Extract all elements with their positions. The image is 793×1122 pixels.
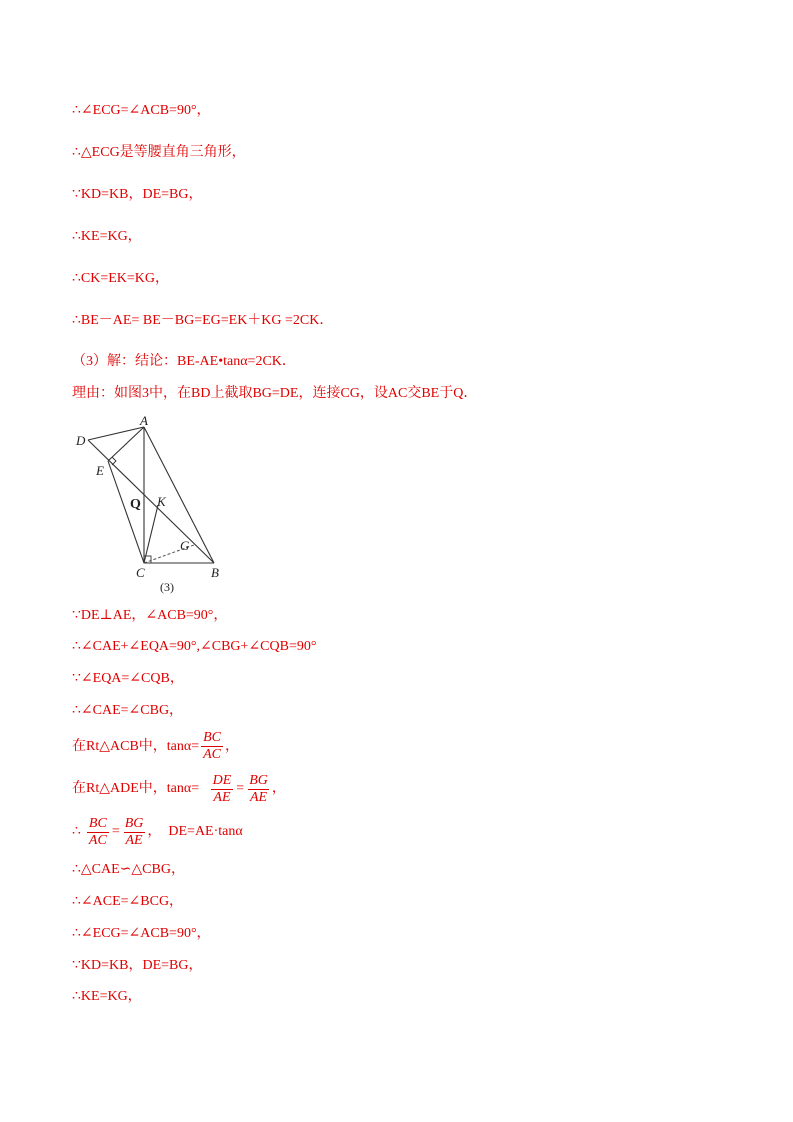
fraction-numerator: DE	[212, 772, 232, 788]
label-Q: Q	[130, 497, 141, 512]
figure-svg	[68, 413, 228, 598]
fraction-numerator: BC	[88, 815, 107, 831]
proof-line-7: （3）解：结论：BE-AE•tanα=2CK．	[72, 354, 296, 369]
equals-sign: =	[236, 781, 245, 796]
proof-line-19: ∵KD=KB，DE=BG，	[72, 958, 203, 973]
equals-sign: =	[111, 824, 120, 839]
fraction-numerator: BC	[203, 730, 222, 746]
proof-line-2: ∴△ECG是等腰直角三角形，	[72, 145, 246, 160]
fraction-bc-ac	[201, 730, 223, 763]
proof-line-15	[72, 815, 243, 849]
line15-prefix: ∴	[72, 824, 81, 840]
fraction-de-ae	[211, 773, 234, 806]
segment-DB	[88, 440, 214, 563]
proof-line-9: ∵DE⊥AE，∠ACB=90°，	[72, 608, 228, 623]
label-D: D	[76, 433, 86, 448]
fraction-bg-ae-2	[123, 816, 146, 849]
proof-line-8: 理由：如图3中，在BD上截取BG=DE，连接CG，设AC交BE于Q．	[72, 386, 478, 401]
fraction-bc-ac-2	[87, 816, 109, 849]
segment-EC	[108, 461, 144, 563]
fraction-numerator: BG	[249, 772, 268, 788]
segment-CK	[144, 505, 158, 563]
proof-line-4: ∴KE=KG，	[72, 229, 142, 244]
segment-AB	[144, 427, 214, 563]
label-E: E	[96, 463, 104, 478]
proof-line-18: ∴∠ECG=∠ACB=90°，	[72, 926, 211, 941]
proof-line-3: ∵KD=KB，DE=BG，	[72, 187, 203, 202]
label-A: A	[140, 413, 148, 428]
proof-line-20: ∴KE=KG，	[72, 989, 142, 1004]
segment-AE	[108, 427, 144, 461]
proof-line-5: ∴CK=EK=KG，	[72, 271, 170, 286]
proof-line-13	[72, 730, 239, 764]
figure-caption: (3)	[160, 580, 174, 594]
proof-line-11: ∵∠EQA=∠CQB，	[72, 671, 184, 686]
label-C: C	[136, 565, 145, 580]
label-G: G	[180, 538, 190, 553]
line14-suffix: ，	[271, 781, 286, 797]
line15-suffix: ， DE=AE·tanα	[147, 824, 243, 840]
proof-line-16: ∴△CAE∽△CBG，	[72, 862, 185, 877]
line13-prefix: 在Rt△ACB中，tanα=	[72, 739, 200, 754]
fraction-numerator: BG	[124, 815, 144, 831]
label-K: K	[157, 494, 166, 509]
label-B: B	[211, 565, 219, 580]
fraction-bg-ae	[247, 773, 270, 806]
line13-suffix: ，	[225, 739, 240, 754]
fraction-denominator: AE	[125, 832, 143, 848]
line14-prefix: 在Rt△ADE中，tanα=	[72, 781, 200, 797]
proof-line-1: ∴∠ECG=∠ACB=90°，	[72, 103, 211, 118]
proof-line-12: ∴∠CAE=∠CBG，	[72, 703, 184, 718]
right-angle-mark-E	[112, 457, 116, 465]
fraction-denominator: AE	[249, 789, 268, 805]
fraction-denominator: AC	[88, 832, 107, 848]
proof-line-6: ∴BE－AE= BE－BG=EG=EK＋KG =2CK．	[72, 313, 334, 328]
proof-line-14	[72, 772, 286, 806]
proof-line-10: ∴∠CAE+∠EQA=90°,∠CBG+∠CQB=90°	[72, 639, 317, 654]
segment-DA	[88, 427, 144, 440]
fraction-denominator: AE	[213, 789, 231, 805]
proof-line-17: ∴∠ACE=∠BCG，	[72, 894, 184, 909]
fraction-denominator: AC	[203, 747, 222, 763]
geometry-figure-3	[68, 413, 228, 598]
